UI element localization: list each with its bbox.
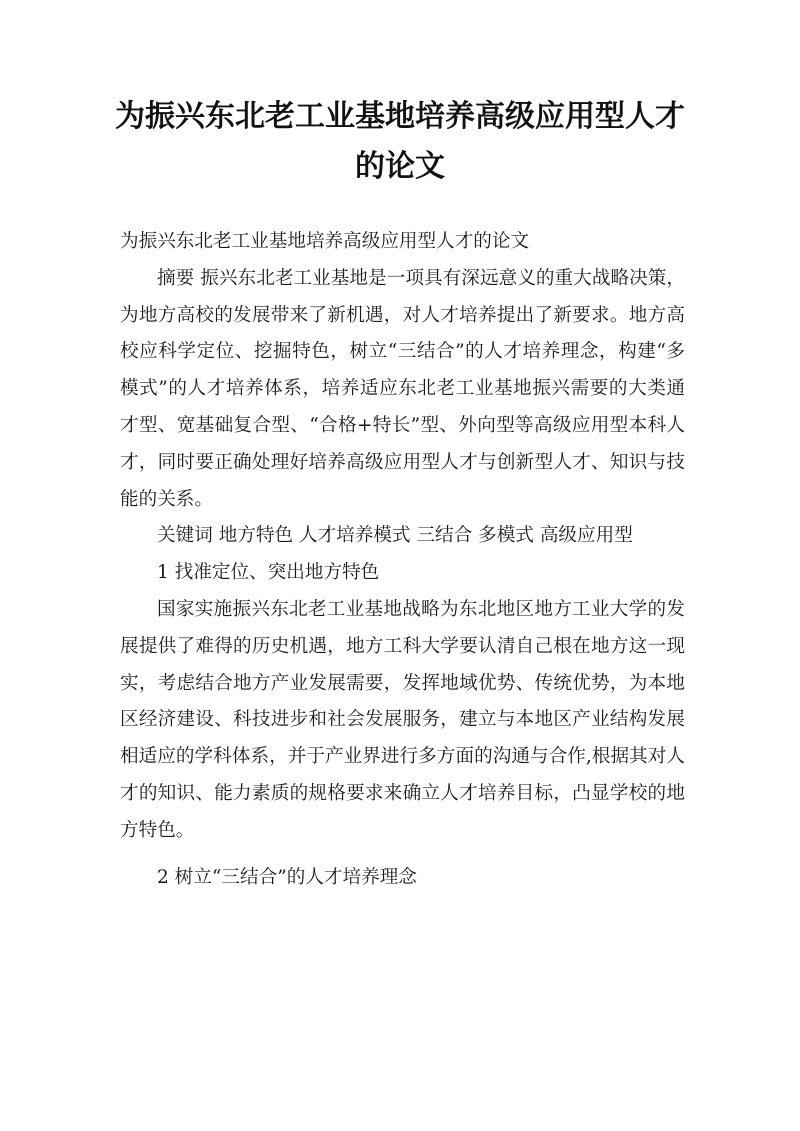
section-1-heading: 1 找准定位、突出地方特色 (157, 562, 380, 584)
section-2-heading: 2 树立“三结合”的人才培养理念 (157, 866, 417, 888)
abstract-paragraph: 摘要 振兴东北老工业基地是一项具有深远意义的重大战略决策，为地方高校的发展带来了新机遇，对人才培养提出了新要求。地方高校应科学定位、挖掘特色，树立“三结合”的人才培养理念，构建“多模式”的人才培养体系，培养适应东北老工业基地振兴需要的大类通才型、宽基础复合型、“合格+特长”型、外向型等高级应用型本科人才，同时要正确处理好培养高级应用型人才与创新型人才、知识与技能的关系。 (120, 267, 685, 510)
document-body (120, 224, 685, 896)
subtitle-line: 为振兴东北老工业基地培养高级应用型人才的论文 (120, 231, 530, 252)
document-title: 为振兴东北老工业基地培养高级应用型人才的论文 (115, 99, 685, 184)
keywords-paragraph: 关键词 地方特色 人才培养模式 三结合 多模式 高级应用型 (157, 525, 633, 547)
section-1-paragraph: 国家实施振兴东北老工业基地战略为东北地区地方工业大学的发展提供了难得的历史机遇，地方工科大学要认清自己根在地方这一现实，考虑结合地方产业发展需要，发挥地域优势、传统优势，为本地区经济建设、科技进步和社会发展服务，建立与本地区产业结构发展相适应的学科体系，并于产业界进行多方面的沟通与合作,根据其对人才的知识、能力素质的规格要求来确立人才培养目标，凸显学校的地方特色。 (120, 598, 685, 841)
